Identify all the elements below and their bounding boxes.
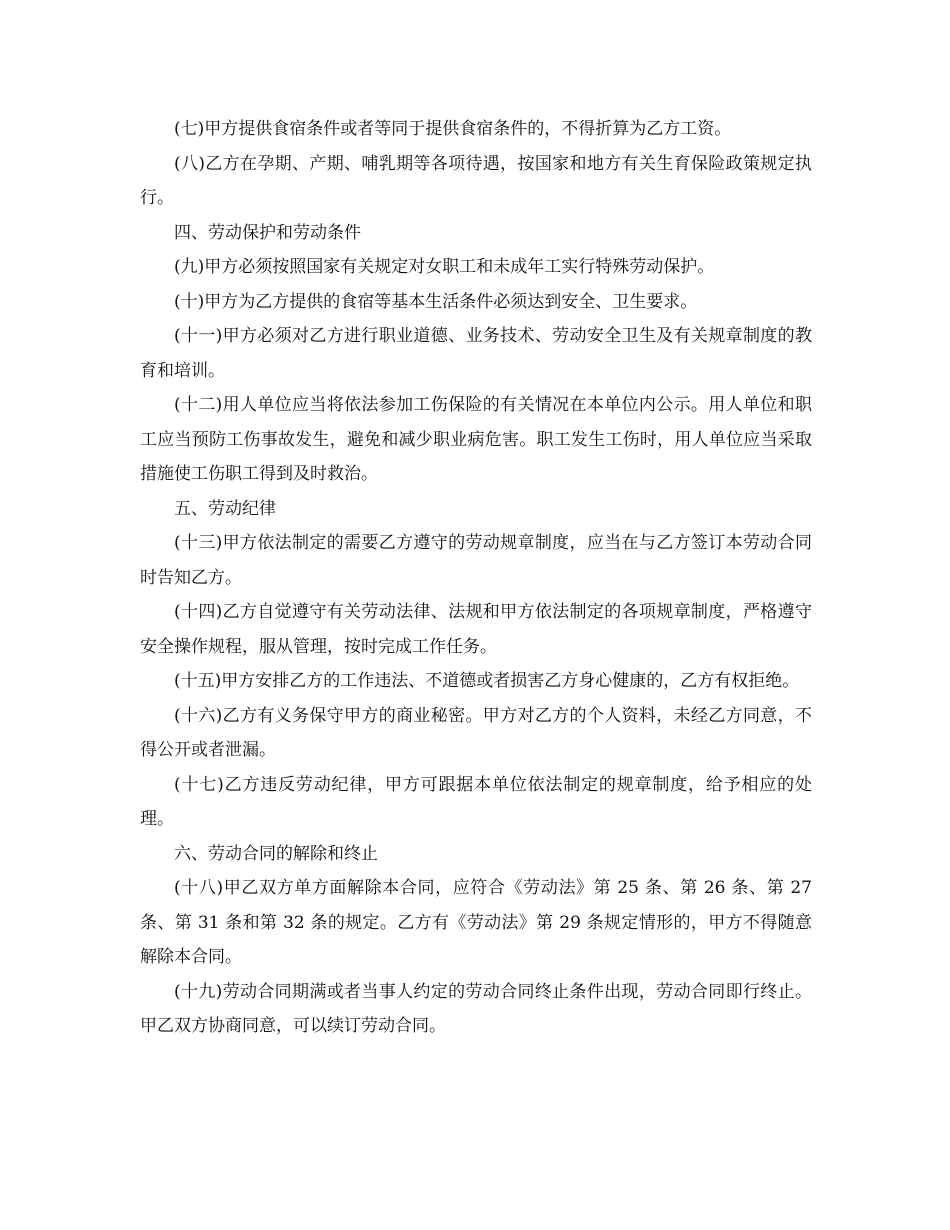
clause-18: (十八)甲乙双方单方面解除本合同，应符合《劳动法》第 25 条、第 26 条、第 27 条、第 31 条和第 32 条的规定。乙方有《劳动法》第 29 条规定情形的，甲方不得随意解除本合同。 (140, 878, 812, 967)
clause-19: (十九)劳动合同期满或者当事人约定的劳动合同终止条件出现，劳动合同即行终止。甲乙双方协商同意，可以续订劳动合同。 (140, 981, 812, 1036)
clause-15: (十五)甲方安排乙方的工作违法、不道德或者损害乙方身心健康的，乙方有权拒绝。 (174, 671, 800, 691)
section-heading-labor-discipline: 五、劳动纪律 (174, 498, 276, 519)
clause-10: (十)甲方为乙方提供的食宿等基本生活条件必须达到安全、卫生要求。 (174, 291, 698, 312)
clause-9: (九)甲方必须按照国家有关规定对女职工和未成年工实行特殊劳动保护。 (174, 257, 715, 277)
clause-7: (七)甲方提供食宿条件或者等同于提供食宿条件的，不得折算为乙方工资。 (174, 119, 732, 139)
section-heading-contract-termination: 六、劳动合同的解除和终止 (174, 843, 378, 864)
clause-12: (十二)用人单位应当将依法参加工伤保险的有关情况在本单位内公示。用人单位和职工应当预防工伤事故发生，避免和减少职业病危害。职工发生工伤时，用人单位应当采取措施使工伤职工得到及时救治。 (140, 395, 812, 484)
clause-17: (十七)乙方违反劳动纪律，甲方可跟据本单位依法制定的规章制度，给予相应的处理。 (140, 774, 812, 829)
clause-14: (十四)乙方自觉遵守有关劳动法律、法规和甲方依法制定的各项规章制度，严格遵守安全操作规程，服从管理，按时完成工作任务。 (140, 602, 812, 657)
clause-16: (十六)乙方有义务保守甲方的商业秘密。甲方对乙方的个人资料，未经乙方同意，不得公开或者泄漏。 (140, 705, 812, 760)
document-body (140, 112, 812, 1044)
section-heading-labor-protection: 四、劳动保护和劳动条件 (174, 222, 361, 243)
clause-11: (十一)甲方必须对乙方进行职业道德、业务技术、劳动安全卫生及有关规章制度的教育和培训。 (140, 326, 812, 381)
clause-8: (八)乙方在孕期、产期、哺乳期等各项待遇，按国家和地方有关生育保险政策规定执行。 (140, 153, 812, 208)
clause-13: (十三)甲方依法制定的需要乙方遵守的劳动规章制度，应当在与乙方签订本劳动合同时告知乙方。 (140, 533, 812, 588)
